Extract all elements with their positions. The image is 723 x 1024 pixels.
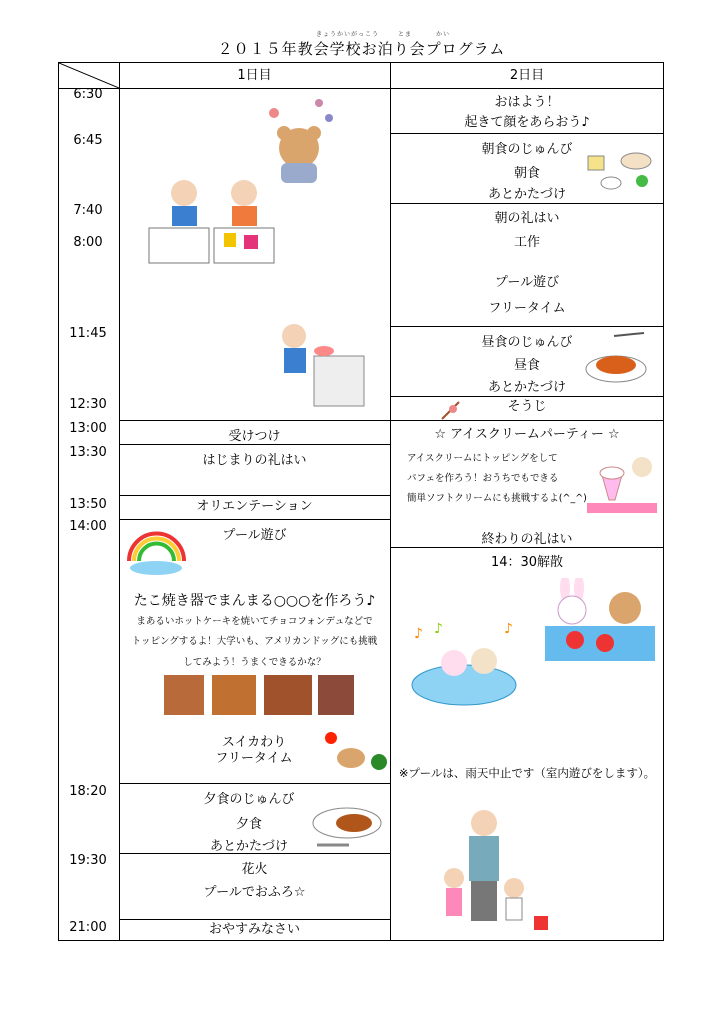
dishwashing-illustration — [274, 321, 369, 413]
time-0630: 6:30 — [73, 87, 103, 102]
parfait-illustration — [587, 455, 659, 515]
breakfast-illustration — [586, 151, 656, 191]
svg-text:♪: ♪ — [504, 623, 513, 637]
takoyaki-photos — [164, 675, 354, 720]
family-illustration — [409, 808, 559, 938]
time-1400: 14:00 — [69, 519, 107, 534]
watermelon-illustration — [321, 728, 391, 773]
day2-cleanup-1: あとかたづけ — [487, 187, 566, 202]
day2-free-time: フリータイム — [488, 301, 566, 316]
watermelon: スイカわり — [221, 735, 287, 750]
svg-text:♪: ♪ — [414, 626, 423, 642]
sweeping: そうじ — [507, 399, 547, 414]
pool-animals-illustration — [409, 623, 519, 708]
breakfast: 朝食 — [513, 166, 540, 181]
rain-note: ※プールは、雨天中止です（室内遊びをします）。 — [398, 766, 656, 780]
fireworks: 花火 — [241, 862, 268, 877]
breakfast-prep: 朝食のじゅんび — [481, 142, 573, 157]
kids-craft-illustration — [144, 173, 284, 268]
bath: プールでおふろ☆ — [203, 885, 306, 900]
icecream-title: ☆ アイスクリームパーティー ☆ — [434, 427, 620, 442]
time-0645: 6:45 — [73, 133, 103, 148]
time-1930: 19:30 — [69, 853, 107, 868]
spaghetti-illustration — [584, 331, 649, 386]
schedule-table — [58, 62, 664, 941]
dinner-prep: 夕食のじゅんび — [203, 792, 295, 807]
morning-worship: 朝の礼はい — [494, 211, 560, 226]
title-ruby-3: かい — [436, 31, 451, 38]
time-1350: 13:50 — [69, 497, 107, 512]
takoyaki-desc-2: トッピングするよ！大学いも、アメリカンドッグにも挑戦 — [131, 636, 378, 647]
time-1230: 12:30 — [69, 397, 107, 412]
reception: 受けつけ — [228, 429, 281, 444]
time-1300: 13:00 — [69, 421, 107, 436]
day1-free-time: フリータイム — [215, 751, 293, 766]
time-0740: 7:40 — [73, 203, 103, 218]
opening-worship: はじまりの礼はい — [202, 453, 307, 468]
goodnight: おやすみなさい — [208, 922, 300, 937]
title-ruby-1: きょうかいがっこう — [316, 31, 380, 38]
icecream-desc-1: アイスクリームにトッピングをして — [407, 453, 558, 464]
broom-illustration — [439, 399, 464, 421]
svg-text:♪: ♪ — [434, 623, 443, 637]
closing-worship: 終わりの礼はい — [481, 532, 573, 547]
time-1820: 18:20 — [69, 784, 107, 799]
wash-face: 起きて顔をあらおう♪ — [464, 115, 590, 130]
craft: 工作 — [513, 235, 540, 250]
icecream-desc-2: パフェを作ろう！おうちでもできる — [407, 473, 559, 484]
good-morning: おはよう！ — [494, 95, 560, 110]
day2-cleanup-2: あとかたづけ — [487, 380, 566, 395]
rainbow-illustration — [124, 521, 189, 576]
header-day1: 1日目 — [237, 68, 272, 83]
time-1330: 13:30 — [69, 445, 107, 460]
orientation: オリエンテーション — [196, 499, 313, 514]
dinner: 夕食 — [235, 817, 262, 832]
page-title: ２０１５年教会学校お泊り会プログラム きょうかいがっこう とま かい — [217, 31, 506, 58]
header-day2: 2日目 — [509, 68, 545, 83]
lunch-prep: 昼食のじゅんび — [481, 335, 573, 350]
takoyaki-title: たこ焼き器でまんまる○○○を作ろう♪ — [133, 593, 376, 609]
time-1145: 11:45 — [69, 326, 107, 341]
day1-cleanup: あとかたづけ — [209, 839, 288, 854]
takoyaki-desc-3: してみよう！うまくできるかな？ — [183, 657, 326, 668]
day2-pool: プール遊び — [494, 275, 560, 290]
curry-illustration — [309, 805, 384, 850]
takoyaki-desc-1: まあるいホットケーキを焼いてチョコフォンデュなどで — [136, 616, 373, 627]
day1-pool: プール遊び — [222, 528, 287, 543]
bunny-bear-illustration — [545, 578, 655, 663]
time-2100: 21:00 — [69, 920, 107, 935]
header-diagonal — [59, 63, 119, 88]
dismissal: 14：30解散 — [490, 555, 564, 570]
icecream-desc-3: 簡単ソフトクリームにも挑戦するよ(^_^) — [407, 493, 587, 504]
time-0800: 8:00 — [73, 235, 103, 250]
title-ruby-2: とま — [398, 31, 413, 38]
lunch: 昼食 — [513, 358, 540, 373]
